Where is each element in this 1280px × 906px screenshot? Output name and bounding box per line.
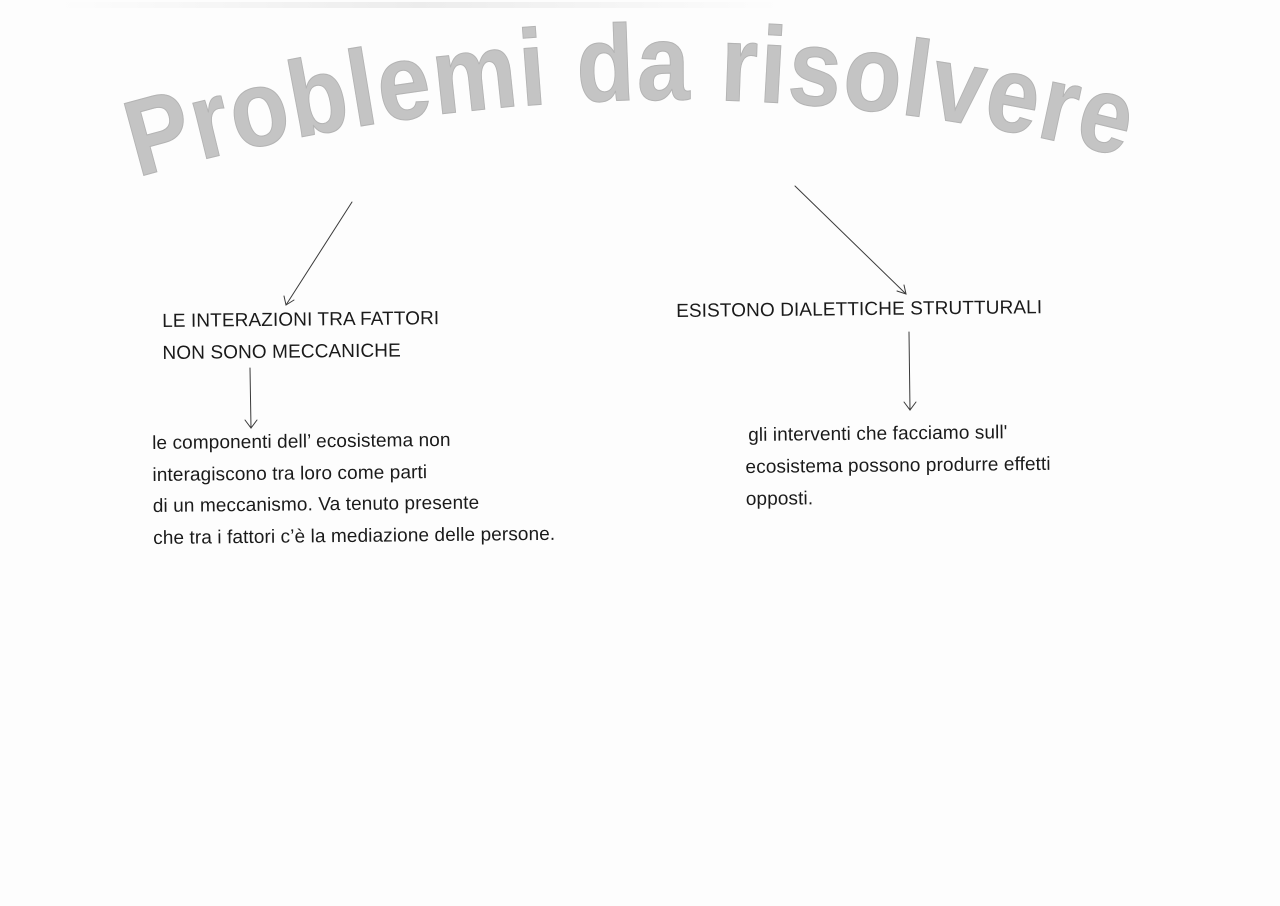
left-body-line: che tra i fattori c’è la mediazione delle persone. xyxy=(153,523,556,549)
left-body-line: di un meccanismo. Va tenuto presente xyxy=(152,492,480,517)
right-body xyxy=(745,417,1051,516)
arrow-right-head-to-body xyxy=(909,332,910,410)
title-wordart xyxy=(0,0,1280,260)
page-title xyxy=(111,1,1156,200)
left-heading-line: LE INTERAZIONI TRA FATTORI xyxy=(162,308,440,332)
right-heading xyxy=(676,292,1042,328)
left-body-line: interagiscono tra loro come parti xyxy=(152,461,428,486)
right-heading-line: ESISTONO DIALETTICHE STRUTTURALI xyxy=(676,297,1043,322)
left-body-line: le componenti dell’ ecosistema non xyxy=(152,429,451,454)
right-body-line: ecosistema possono produrre effetti xyxy=(745,453,1051,478)
left-body xyxy=(152,424,555,554)
page-title-text: Problemi da risolvere xyxy=(111,1,1156,200)
arrow-left-head-to-body xyxy=(250,368,251,428)
arrowhead-right-head-to-body xyxy=(904,402,916,410)
right-body-line: gli interventi che facciamo sull' xyxy=(748,422,1008,446)
right-body-line: opposti. xyxy=(745,488,814,510)
left-heading xyxy=(162,303,440,370)
left-heading-line: NON SONO MECCANICHE xyxy=(162,340,401,364)
